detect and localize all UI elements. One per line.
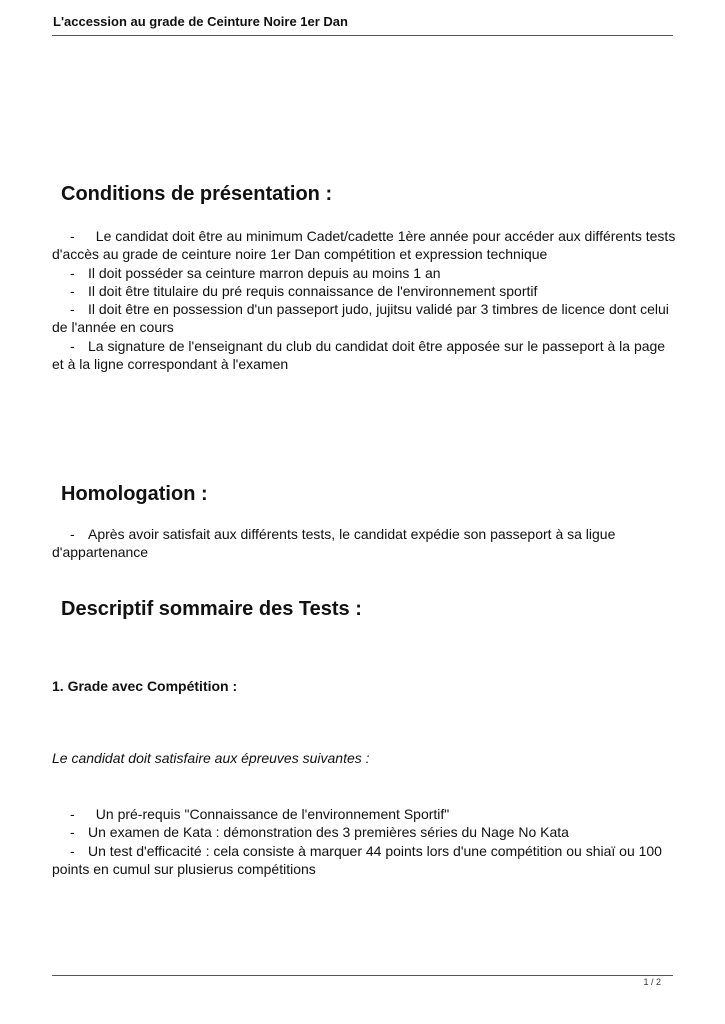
epreuves-list xyxy=(52,805,677,878)
header-rule xyxy=(52,35,673,36)
conditions-list xyxy=(52,227,677,373)
homologation-heading: Homologation : xyxy=(61,483,208,505)
list-item: - La signature de l'enseignant du club du candidat doit être apposée sur le passeport à la page et à la ligne correspondant à l'examen xyxy=(52,337,666,373)
list-item: - Un pré-requis "Connaissance de l'environnement Sportif" xyxy=(70,806,450,822)
page-header-title: L'accession au grade de Ceinture Noire 1er Dan xyxy=(53,14,348,29)
grade-competition-subheading: 1. Grade avec Compétition : xyxy=(52,678,238,694)
list-item: - Il doit posséder sa ceinture marron depuis au moins 1 an xyxy=(70,264,441,281)
list-item: - Après avoir satisfait aux différents tests, le candidat expédie son passeport à sa ligue d'appartenance xyxy=(52,526,616,561)
list-item: - Un examen de Kata : démonstration des 3 premières séries du Nage No Kata xyxy=(70,824,569,841)
list-item: - Un test d'efficacité : cela consiste à marquer 44 points lors d'une compétition ou shiaï ou 100 points en cumul sur plusierus compétitions xyxy=(52,842,662,877)
page-number: 1 / 2 xyxy=(643,977,661,987)
list-item: - Le candidat doit être au minimum Cadet/cadette 1ère année pour accéder aux différents tests d'accès au grade de ceinture noire 1er Dan compétition et expression technique xyxy=(52,228,676,263)
descriptif-heading: Descriptif sommaire des Tests : xyxy=(61,598,362,620)
footer-rule xyxy=(52,975,673,976)
epreuves-intro: Le candidat doit satisfaire aux épreuves suivantes : xyxy=(52,750,370,766)
list-item: - Il doit être titulaire du pré requis connaissance de l'environnement sportif xyxy=(70,282,538,299)
conditions-heading: Conditions de présentation : xyxy=(61,183,333,205)
list-item: - Il doit être en possession d'un passeport judo, jujitsu validé par 3 timbres de licence dont celui de l'année en cours xyxy=(52,301,669,336)
homologation-list xyxy=(52,525,677,562)
